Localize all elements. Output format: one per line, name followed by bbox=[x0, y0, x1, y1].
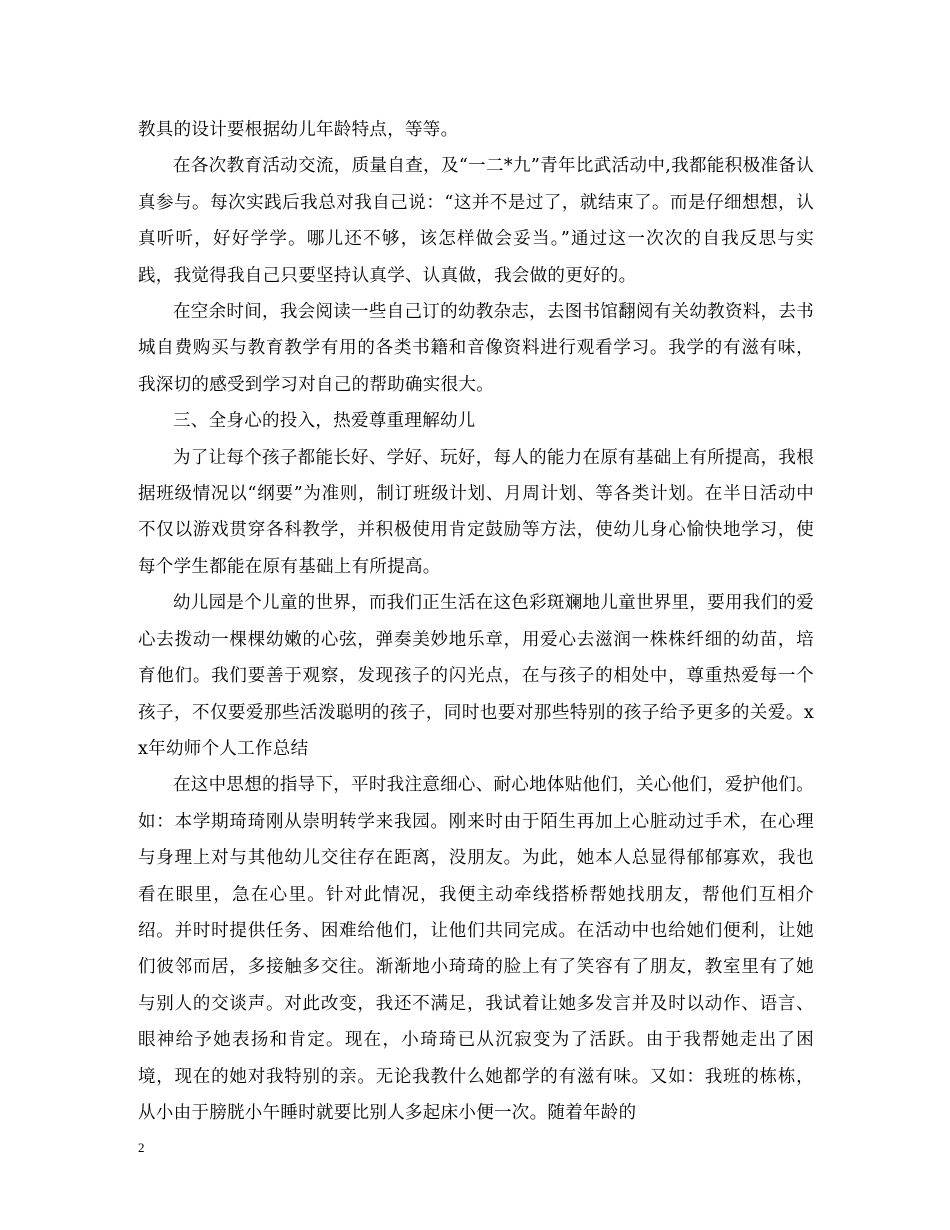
paragraph-kindergarten-world: 幼儿园是个儿童的世界，而我们正生活在这色彩斑斓地儿童世界里，要用我们的爱心去拨动一棵棵幼嫩的心弦，弹奏美妙地乐章，用爱心去滋润一株株纤细的幼苗，培育他们。我们要善于观察，发现孩子的闪光点，在与孩子的相处中，尊重热爱每一个孩子，不仅要爱那些活泼聪明的孩子，同时也要对那些特别的孩子给予更多的关爱。xx年幼师个人工作总结 bbox=[138, 593, 814, 759]
paragraph-class-planning: 为了让每个孩子都能长好、学好、玩好，每人的能力在原有基础上有所提高，我根据班级情况以“纲要”为准则，制订班级计划、月周计划、等各类计划。在半日活动中不仅以游戏贯穿各科教学，并积极使用肯定鼓励等方法，使幼儿身心愉快地学习，使每个学生都能在原有基础上有所提高。 bbox=[138, 447, 814, 577]
paragraph-activities: 在各次教育活动交流，质量自查，及“一二*九”青年比武活动中,我都能积极准备认真参与。每次实践后我总对我自己说：“这并不是过了，就结束了。而是仔细想想，认真听听，好好学学。哪儿还不够，该怎样做会妥当。”通过这一次次的自我反思与实践，我觉得我自己只要坚持认真学、认真做，我会做的更好的。 bbox=[138, 156, 814, 286]
paragraph-continuation: 教具的设计要根据幼儿年龄特点，等等。 bbox=[138, 120, 459, 140]
section-heading-three: 三、全身心的投入，热爱尊重理解幼儿 bbox=[173, 411, 476, 432]
page-number: 2 bbox=[138, 1140, 145, 1155]
paragraph-care-examples: 在这中思想的指导下，平时我注意细心、耐心地体贴他们，关心他们，爱护他们。如：本学期琦琦刚从崇明转学来我园。刚来时由于陌生再加上心脏动过手术，在心理与身理上对与其他幼儿交往存在距离，没朋友。为此，她本人总显得郁郁寡欢，我也看在眼里，急在心里。针对此情况，我便主动牵线搭桥帮她找朋友，帮他们互相介绍。并时时提供任务、困难给他们，让他们共同完成。在活动中也给她们便利，让她们彼邻而居，多接触多交往。渐渐地小琦琦的脸上有了笑容有了朋友，教室里有了她与别人的交谈声。对此改变，我还不满足，我试着让她多发言并及时以动作、语言、眼神给予她表扬和肯定。现在，小琦琦已从沉寂变为了活跃。由于我帮她走出了困境，现在的她对我特别的亲。无论我教什么她都学的有滋有味。又如：我班的栋栋，从小由于膀胱小午睡时就要比别人多起床小便一次。随着年龄的 bbox=[138, 775, 814, 1123]
paragraph-self-study: 在空余时间，我会阅读一些自己订的幼教杂志，去图书馆翻阅有关幼教资料，去书城自费购买与教育教学有用的各类书籍和音像资料进行观看学习。我学的有滋有味，我深切的感受到学习对自己的帮助确实很大。 bbox=[138, 302, 814, 395]
document-body bbox=[138, 112, 814, 1131]
